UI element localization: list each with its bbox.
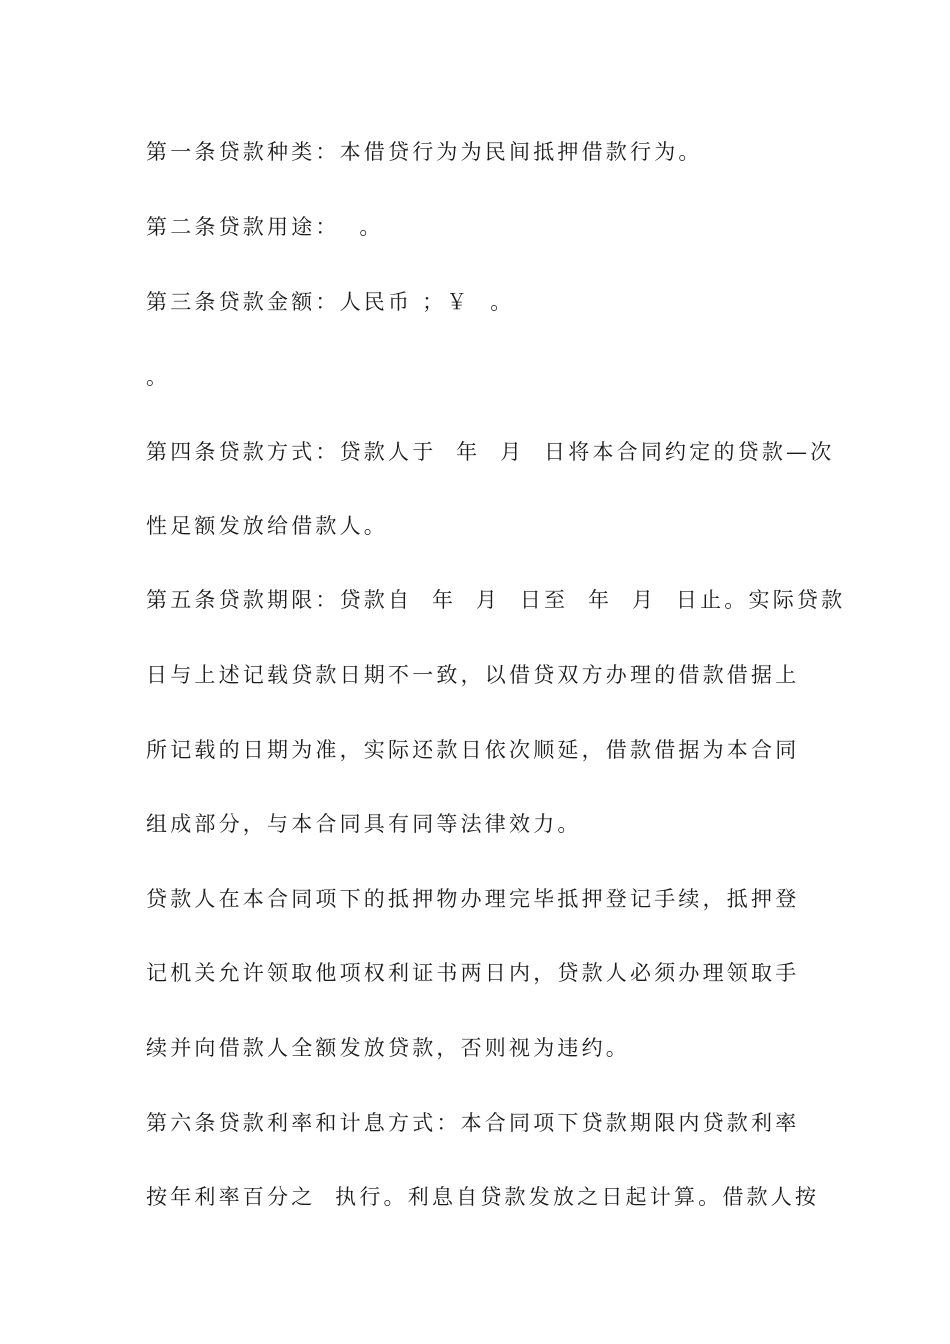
article-4-continuation: 性足额发放给借款人。 <box>146 514 388 538</box>
article-6-line-2: 按年利率百分之 执行。利息自贷款发放之日起计算。借款人按 <box>146 1185 820 1209</box>
article-5-line-4: 组成部分，与本合同具有同等法律效力。 <box>146 812 582 836</box>
article-6-interest-rate: 第六条贷款利率和计息方式：本合同项下贷款期限内贷款利率 <box>146 1111 800 1135</box>
article-5-loan-term: 第五条贷款期限：贷款自 年 月 日至 年 月 日止。实际贷款 <box>146 588 846 612</box>
article-3-continuation: 。 <box>146 365 171 389</box>
article-5-line-2: 日与上述记载贷款日期不一致，以借贷双方办理的借款借据上 <box>146 663 800 687</box>
article-1-loan-type: 第一条贷款种类：本借贷行为为民间抵押借款行为。 <box>146 140 703 164</box>
mortgage-paragraph-line-3: 续并向借款人全额发放贷款，否则视为违约。 <box>146 1036 630 1060</box>
article-2-loan-purpose: 第二条贷款用途： 。 <box>146 215 384 239</box>
article-3-loan-amount: 第三条贷款金额：人民币 ；￥ 。 <box>146 290 515 314</box>
mortgage-paragraph-line-1: 贷款人在本合同项下的抵押物办理完毕抵押登记手续，抵押登 <box>146 887 800 911</box>
article-4-loan-method: 第四条贷款方式：贷款人于 年 月 日将本合同约定的贷款—次 <box>146 440 835 464</box>
mortgage-paragraph-line-2: 记机关允许领取他项权利证书两日内，贷款人必须办理领取手 <box>146 961 800 985</box>
article-5-line-3: 所记载的日期为准，实际还款日依次顺延，借款借据为本合同 <box>146 738 800 762</box>
